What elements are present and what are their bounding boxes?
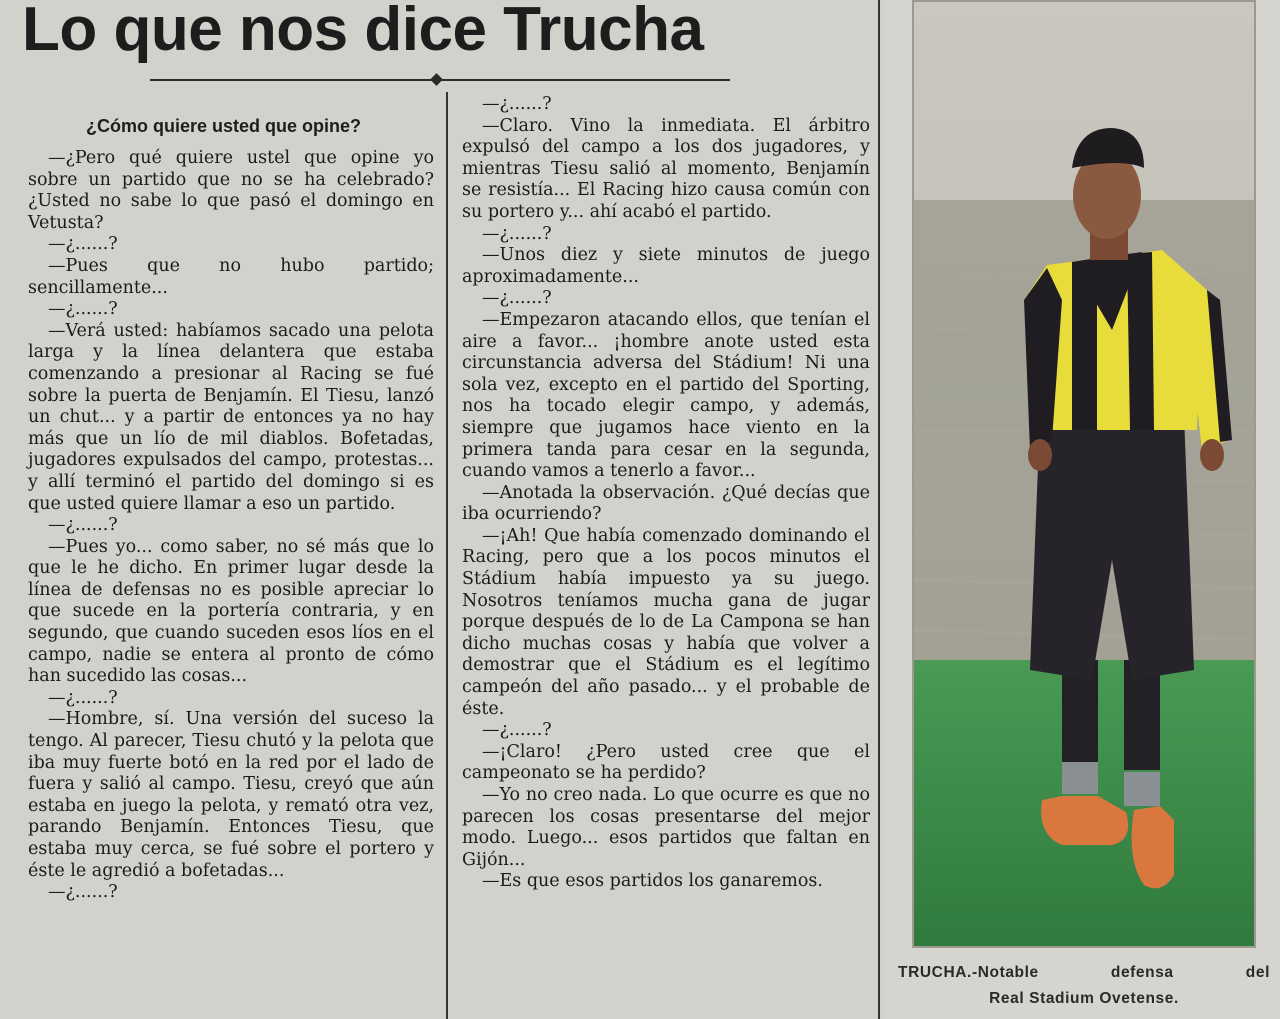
paragraph: —Yo no creo nada. Lo que ocurre es que no parecen los cosas presentarse del mejor modo. Luego... esos partidos que faltan en Gijón... xyxy=(462,785,870,870)
paragraph: —Unos diez y siete minutos de juego aproximadamente... xyxy=(462,245,870,287)
caption-word: TRUCHA.-Notable xyxy=(898,964,1039,981)
paragraph: —¿......? xyxy=(48,515,118,536)
paragraph: —Empezaron atacando ellos, que tenían el aire a favor... ¡hombre anote usted esta circunstancia adversa del Stádium! Ni una sola vez, excepto en el partido del Sporting, nos ha tocado elegir campo, y además, siempre que jugamos hace viento en la primera tanda para cesar en la segunda, cuando vamos a tenerlo a favor... xyxy=(462,309,870,482)
caption-line-2: Real Stadium Ovetense. xyxy=(989,990,1179,1007)
player-photo xyxy=(912,0,1256,948)
paragraph: —Verá usted: habíamos sacado una pelota larga y la línea delantera que estaba comenzando a presionar al Racing se fué sobre la puerta de Benjamín. El Tiesu, lanzó un chut... y a partir de entonces ya no hay más que un lío de mil diablos. Bofetadas, jugadores expulsados del campo, protestas... y allí terminó el partido del domingo si es que usted quiere llamar a eso un partido. xyxy=(28,320,434,514)
paragraph: —Pues yo... como saber, no sé más que lo que le he dicho. En primer lugar desde la línea de defensas no es posible apreciar lo que sucede en la portería contraria, y en segundo, que cuando suceden esos líos en el campo, nadie se entera al pronto de cómo han sucedido las cosas... xyxy=(28,536,434,687)
clip-right-border xyxy=(878,0,880,1019)
paragraph: —¿......? xyxy=(48,299,118,320)
paragraph: —¿......? xyxy=(48,882,118,903)
paragraph: —¡Claro! ¿Pero usted cree que el campeonato se ha perdido? xyxy=(462,741,870,784)
paragraph: —Es que esos partidos los ganaremos. xyxy=(482,871,823,892)
caption-line-1 xyxy=(894,960,1274,986)
photo-caption xyxy=(894,960,1274,1012)
paragraph: —¿......? xyxy=(482,94,552,114)
column-divider xyxy=(446,92,448,1019)
paragraph: —¿......? xyxy=(48,234,118,255)
caption-word: defensa xyxy=(1110,964,1174,981)
paragraph: —¿......? xyxy=(48,687,118,708)
paragraph: —¿......? xyxy=(482,288,552,309)
player-illustration xyxy=(912,0,1256,948)
article-subheading: ¿Cómo quiere usted que opine? xyxy=(86,116,362,136)
caption-word: del xyxy=(1245,964,1270,981)
photo-panel xyxy=(884,0,1280,1019)
paragraph: —Claro. Vino la inmediata. El árbitro expulsó del campo a los dos jugadores, y mientras Tiesu salió al momento, Benjamín se resistía... El Racing hizo causa común con su portero y... ahí acabó el partido. xyxy=(462,115,870,222)
article-headline: Lo que nos dice Trucha xyxy=(22,0,704,64)
article-column-1 xyxy=(28,148,434,904)
paragraph: —Hombre, sí. Una versión del suceso la tengo. Al parecer, Tiesu chutó y la pelota que iba muy fuerte botó en la red por el lado de fuera y salió al campo. Tiesu, creyó que aún estaba en juego la pelota, y remató otra vez, parando Benjamín. Entonces Tiesu, que estaba muy cerca, se fué sobre el portero y éste le agredió a bofetadas... xyxy=(28,709,434,881)
article-column-2 xyxy=(462,94,870,893)
rule-ornament xyxy=(430,73,443,86)
paragraph: —¿Pero qué quiere ustel que opine yo sobre un partido que no se ha celebrado? ¿Usted no sabe lo que pasó el domingo en Vetusta? xyxy=(28,148,434,233)
paragraph: —¿......? xyxy=(482,223,552,244)
paragraph: —¡Ah! Que había comenzado dominando el Racing, pero que a los pocos minutos el Stádium había impuesto ya su juego. Nosotros teníamos mucha gana de jugar porque después de lo de La Campona se han dicho muchas cosas y había que volver a demostrar que el Stádium es el legítimo campeón del año pasado... y el probable de éste. xyxy=(462,525,870,719)
paragraph: —Anotada la observación. ¿Qué decías que iba ocurriendo? xyxy=(462,482,870,525)
paragraph: —Pues que no hubo partido; sencillamente... xyxy=(28,255,434,298)
paragraph: —¿......? xyxy=(482,720,552,741)
